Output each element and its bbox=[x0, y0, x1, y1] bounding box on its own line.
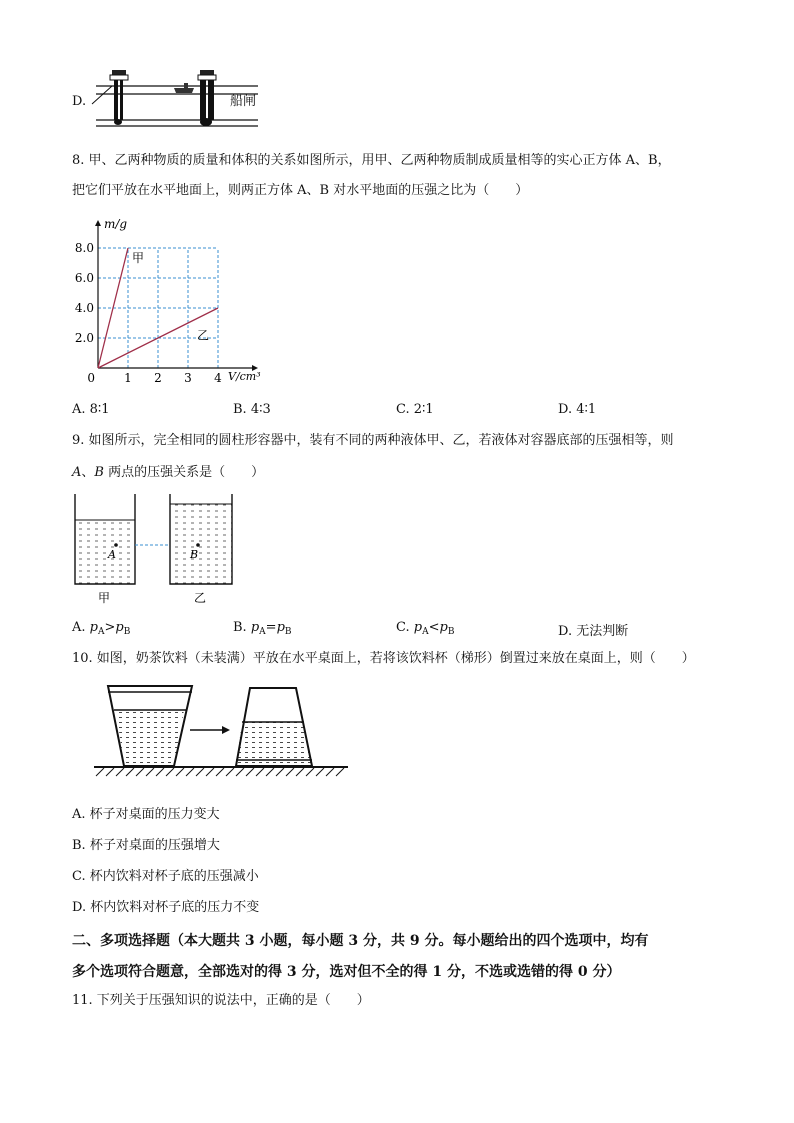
liquid-jia bbox=[75, 520, 135, 584]
q9-option-a-s2: B bbox=[123, 627, 131, 637]
q9-option-a-p1: p bbox=[89, 620, 98, 635]
ship-lock-caption: 船闸 bbox=[230, 94, 257, 109]
q9-option-d[interactable]: D. 无法判断 bbox=[558, 624, 629, 639]
point-a-label: A bbox=[108, 548, 116, 561]
q9-option-b-prefix: B. bbox=[233, 620, 251, 635]
container-jia-label: 甲 bbox=[98, 591, 111, 605]
q10-option-d[interactable]: D. 杯内饮料对杯子底的压力不变 bbox=[72, 900, 260, 915]
container-yi-label: 乙 bbox=[194, 591, 207, 605]
q9-option-c-p1: p bbox=[413, 620, 423, 635]
x-tick-label: 3 bbox=[184, 371, 192, 385]
q7-option-d-label: D. bbox=[72, 94, 87, 109]
two-containers-figure bbox=[70, 490, 250, 610]
y-tick-label: 6.0 bbox=[74, 271, 94, 285]
q9-point-b-ref: B bbox=[94, 465, 104, 480]
q9-option-a[interactable] bbox=[72, 620, 130, 637]
x-tick-label: 2 bbox=[154, 371, 162, 385]
origin-label: 0 bbox=[87, 371, 95, 385]
q9-option-b-s1: A bbox=[259, 627, 266, 637]
liquid-yi bbox=[170, 504, 232, 584]
q10-option-b[interactable]: B. 杯子对桌面的压强增大 bbox=[72, 838, 220, 853]
y-tick-label: 4.0 bbox=[74, 301, 94, 315]
q9-option-a-s1: A bbox=[97, 627, 105, 637]
q9-option-b-p1: p bbox=[250, 620, 260, 635]
y-tick-label: 2.0 bbox=[74, 331, 94, 345]
point-a-dot bbox=[114, 543, 118, 547]
series-label-yi: 乙 bbox=[197, 328, 210, 343]
point-b-dot bbox=[196, 543, 200, 547]
cup-upright-liquid bbox=[116, 710, 184, 766]
x-tick-label: 4 bbox=[214, 371, 222, 385]
q9-option-c-rel: < bbox=[428, 620, 440, 635]
q9-option-b[interactable] bbox=[233, 620, 292, 637]
q9-option-a-p2: p bbox=[115, 620, 124, 635]
q10-stem: 10. 如图，奶茶饮料（未装满）平放在水平桌面上，若将该饮料杯（梯形）倒置过来放在桌面上，则（ ） bbox=[72, 651, 695, 666]
q9-option-c-s1: A bbox=[422, 627, 429, 637]
section2-heading-line2: 多个选项符合题意，全部选对的得 3 分，选对但不全的得 1 分，不选或选错的得 0 分） bbox=[72, 964, 621, 980]
q8-stem-line1: 8. 甲、乙两种物质的质量和体积的关系如图所示，用甲、乙两种物质制成质量相等的实心正方体 A、B， bbox=[72, 153, 671, 168]
y-axis-arrow-icon bbox=[95, 220, 101, 226]
q8-option-d[interactable]: D. 4∶1 bbox=[558, 402, 597, 417]
section2-heading-line1: 二、多项选择题（本大题共 3 小题，每小题 3 分，共 9 分。每小题给出的四个选项中，均有 bbox=[72, 933, 649, 949]
cup-inversion-figure bbox=[90, 680, 352, 780]
q9-option-c[interactable] bbox=[396, 620, 454, 637]
q9-separator: 、 bbox=[81, 465, 95, 480]
q10-option-c[interactable]: C. 杯内饮料对杯子底的压强减小 bbox=[72, 869, 259, 884]
q9-option-c-prefix: C. bbox=[396, 620, 414, 635]
q9-stem-tail: 两点的压强关系是（ ） bbox=[103, 465, 265, 480]
x-axis-label: V/cm³ bbox=[228, 370, 261, 383]
q9-option-b-s2: B bbox=[284, 627, 292, 637]
arrow-head-icon bbox=[222, 726, 230, 734]
x-tick-label: 1 bbox=[124, 371, 132, 385]
series-label-jia: 甲 bbox=[132, 251, 145, 265]
q9-stem-line1: 9. 如图所示，完全相同的圆柱形容器中，装有不同的两种液体甲、乙，若液体对容器底部的压强相等，则 bbox=[72, 433, 674, 448]
q9-option-c-p2: p bbox=[439, 620, 448, 635]
q8-option-b[interactable]: B. 4∶3 bbox=[233, 402, 271, 417]
q9-option-b-p2: p bbox=[276, 620, 285, 635]
q8-stem-line2: 把它们平放在水平地面上，则两正方体 A、B 对水平地面的压强之比为（ ） bbox=[72, 183, 529, 198]
q10-option-a[interactable]: A. 杯子对桌面的压力变大 bbox=[72, 807, 220, 822]
q9-stem-line2 bbox=[72, 464, 264, 482]
q9-option-b-rel: = bbox=[265, 620, 277, 635]
y-tick-label: 8.0 bbox=[74, 241, 94, 255]
q8-option-a[interactable]: A. 8∶1 bbox=[72, 402, 110, 417]
q9-option-a-rel: > bbox=[104, 620, 116, 635]
q8-option-c[interactable]: C. 2∶1 bbox=[396, 402, 434, 417]
point-b-label: B bbox=[190, 548, 199, 561]
q9-point-a-ref: A bbox=[72, 465, 82, 480]
q9-option-a-prefix: A. bbox=[72, 620, 90, 635]
q9-option-c-s2: B bbox=[447, 627, 455, 637]
mass-volume-chart bbox=[70, 210, 280, 388]
y-axis-label: m/g bbox=[104, 217, 128, 231]
q11-stem: 11. 下列关于压强知识的说法中，正确的是（ ） bbox=[72, 993, 370, 1008]
